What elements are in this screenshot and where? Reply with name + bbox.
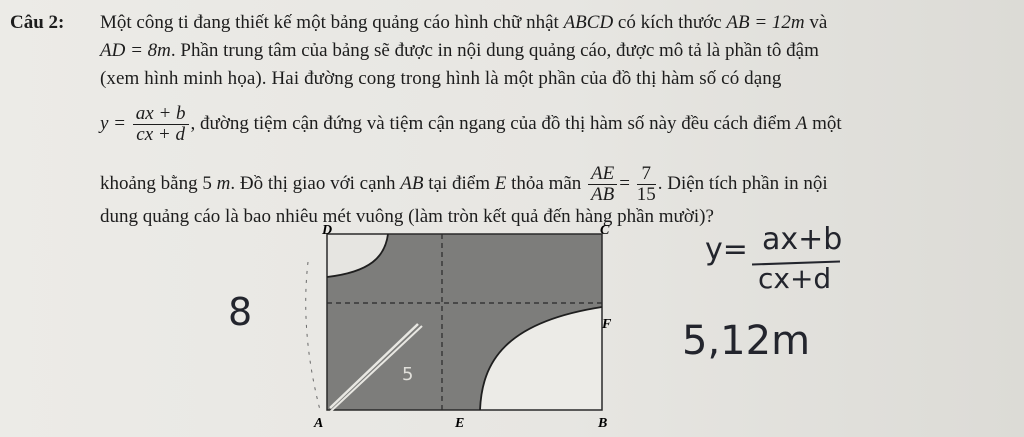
text: khoảng bằng 5 [100, 172, 217, 194]
text: , đường tiệm cận đứng và tiệm cận ngang của đồ thị hàm số này đều cách điểm [190, 112, 796, 134]
formula-numerator: ax + b [133, 104, 189, 125]
text: . Phần trung tâm của bảng sẽ được in nội dung quảng cáo, được mô tả là phần tô đậm [170, 40, 819, 61]
question-line-4 [100, 104, 842, 145]
question-line-2 [100, 40, 819, 62]
handwritten-formula-den: cx+d [758, 262, 832, 295]
label-c: C [600, 223, 610, 238]
equals: = [619, 172, 630, 194]
side-ab: AB [400, 172, 424, 194]
text: có kích thước [613, 12, 727, 33]
ratio-fraction [588, 164, 617, 205]
label-d: D [322, 223, 333, 238]
question-line-5 [100, 164, 828, 205]
label-b: B [598, 416, 608, 431]
rect-name: ABCD [563, 12, 614, 33]
unit: m [216, 172, 231, 194]
label-e: E [455, 416, 465, 431]
handwritten-eight: 8 [228, 290, 253, 334]
text: tại điểm [423, 172, 495, 194]
ratio-denominator: AB [591, 184, 615, 205]
text: . Diện tích phần in nội [657, 172, 828, 194]
question-number: Câu 2: [10, 12, 65, 33]
text: . Đồ thị giao với cạnh [230, 172, 401, 194]
handwritten-formula-y: y= [705, 232, 748, 267]
pencil-arc [306, 262, 320, 410]
ab-length: AB = 12m [726, 12, 805, 33]
label-a: A [314, 416, 324, 431]
ad-length: AD = 8m [100, 40, 171, 61]
formula-fraction [133, 104, 189, 145]
point-e: E [494, 172, 507, 194]
formula-lhs: y = [100, 112, 127, 134]
question-line-6: dung quảng cáo là bao nhiêu mét vuông (làm tròn kết quả đến hàng phần mười)? [100, 206, 714, 227]
shaded-handwritten-number: 5 [402, 364, 414, 385]
formula-denominator: cx + d [136, 124, 185, 145]
value-denominator: 15 [636, 184, 656, 205]
point-a: A [795, 112, 808, 134]
question-line-1 [100, 12, 827, 34]
text: và [804, 12, 828, 33]
text: Một công ti đang thiết kế một bảng quảng cáo hình chữ nhật [100, 12, 564, 33]
question-line-3: (xem hình minh họa). Hai đường cong trong hình là một phần của đồ thị hàm số có dạng [100, 68, 782, 89]
text: một [807, 112, 842, 134]
label-f: F [602, 317, 612, 332]
value-fraction [637, 164, 656, 205]
ratio-numerator: AE [588, 164, 617, 185]
handwritten-formula-num: ax+b [762, 222, 843, 257]
handwritten-answer: 5,12m [682, 318, 811, 364]
text: thỏa mãn [506, 172, 587, 194]
value-numerator: 7 [637, 164, 656, 185]
billboard-figure [300, 222, 630, 437]
